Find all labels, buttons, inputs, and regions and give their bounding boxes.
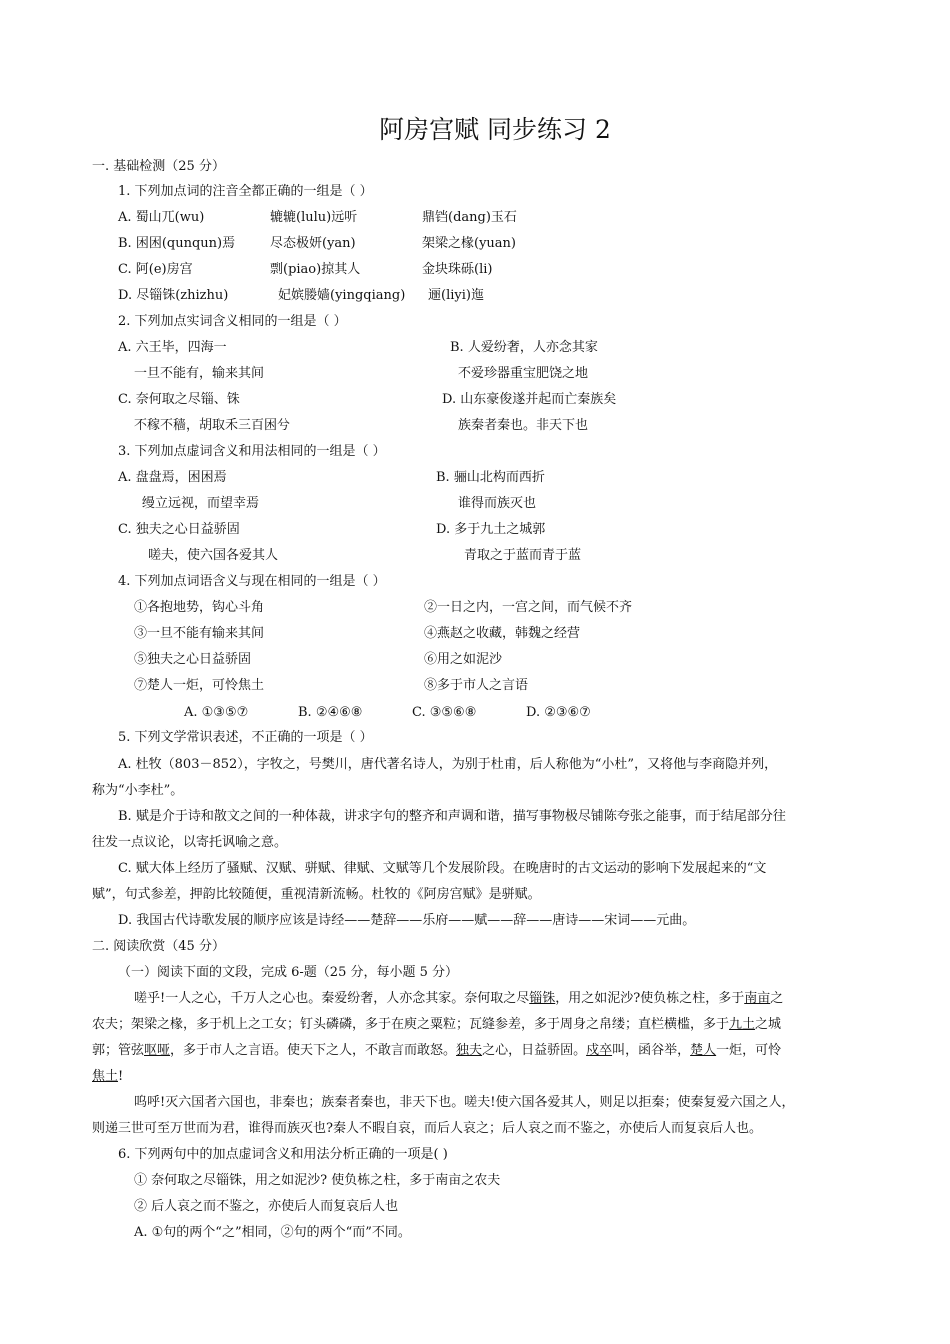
- q3-option-b-2: 谁得而族灭也: [458, 496, 537, 511]
- q1-option-c-1: C. 阿(e)房宫: [118, 262, 193, 277]
- q4-item-7: ⑦楚人一炬，可怜焦土: [134, 678, 265, 693]
- passage-line: 焦土!: [92, 1069, 124, 1084]
- underlined-term: 南亩: [744, 991, 771, 1006]
- q2-option-b-1: B. 人爱纷奢，人亦念其家: [450, 340, 598, 355]
- q6-sentence-2: ② 后人哀之而不鉴之，亦使后人而复哀后人也: [134, 1199, 399, 1214]
- q3-option-c-1: C. 独夫之心日益骄固: [118, 522, 240, 537]
- q6-stem: 6. 下列两句中的加点虚词含义和用法分析正确的一项是( ): [118, 1147, 448, 1162]
- q4-item-5: ⑤独夫之心日益骄固: [134, 652, 252, 667]
- passage-line: 嗟乎!一人之心，千万人之心也。秦爱纷奢，人亦念其家。奈何取之尽锱铢，用之如泥沙?使负栋之柱，多于南亩之: [134, 991, 784, 1006]
- underlined-term: 独夫: [456, 1043, 483, 1058]
- q3-option-d-2: 青取之于蓝而青于蓝: [464, 548, 582, 563]
- q2-option-a-2: 一旦不能有，输来其间: [134, 366, 265, 381]
- q6-option-a: A. ①句的两个“之”相同，②句的两个“而”不同。: [134, 1225, 411, 1240]
- q5-option-b-2: 往发一点议论，以寄托讽喻之意。: [92, 835, 288, 850]
- q3-stem: 3. 下列加点虚词含义和用法相同的一组是（ ）: [118, 444, 386, 459]
- q4-option-c: C. ③⑤⑥⑧: [412, 705, 477, 720]
- q5-option-a-1: A. 杜牧（803－852），字牧之，号樊川，唐代著名诗人，为别于杜甫，后人称他为“小杜”，又将他与李商隐并列，: [118, 757, 778, 772]
- q2-stem-text: 2. 下列加点实词含义相同的一组是（ ）: [118, 314, 347, 329]
- q2-option-a-1: A. 六王毕，四海一: [118, 340, 227, 355]
- underlined-term: 九土: [729, 1017, 756, 1032]
- q5-option-c-2: 赋”，句式参差，押韵比较随便，重视清新流畅。杜牧的《阿房宫赋》是骈赋。: [92, 887, 541, 902]
- underlined-term: 锱铢: [529, 991, 556, 1006]
- underlined-term: 楚人: [690, 1043, 717, 1058]
- q1-option-b-2: 尽态极妍(yan): [270, 236, 356, 251]
- q3-option-a-1: A. 盘盘焉，困困焉: [118, 470, 227, 485]
- underlined-term: 呕哑: [144, 1043, 171, 1058]
- q4-item-3: ③一旦不能有输来其间: [134, 626, 265, 641]
- q2-option-d-2: 族秦者秦也。非天下也: [458, 418, 589, 433]
- q1-option-c-2: 剽(piao)掠其人: [270, 262, 361, 277]
- underlined-term: 戍卒: [586, 1043, 613, 1058]
- q4-option-b: B. ②④⑥⑧: [298, 705, 363, 720]
- q1-option-a-3: 鼎铛(dang)玉石: [422, 210, 517, 225]
- q3-option-d-1: D. 多于九土之城郭: [436, 522, 546, 537]
- q4-item-1: ①各抱地势，钩心斗角: [134, 600, 265, 615]
- q4-option-d: D. ②③⑥⑦: [526, 705, 591, 720]
- q3-option-b-1: B. 骊山北构而西折: [436, 470, 545, 485]
- q1-option-c-3: 金块珠砾(li): [422, 262, 493, 277]
- q1-stem: 1. 下列加点词的注音全都正确的一组是（ ）: [118, 184, 373, 199]
- q3-option-c-2: 嗟夫，使六国各爱其人: [148, 548, 279, 563]
- q1-option-d-2: 妃嫔媵嫱(yingqiang): [278, 288, 406, 303]
- q3-option-a-2: 缦立远视，而望幸焉: [142, 496, 260, 511]
- underlined-term: 焦土: [92, 1069, 119, 1084]
- q5-option-b-1: B. 赋是介于诗和散文之间的一种体裁，讲求字句的整齐和声调和谐，描写事物极尽铺陈夸张之能事，而于结尾部分往: [118, 809, 786, 824]
- q4-option-a: A. ①③⑤⑦: [184, 705, 249, 720]
- q1-option-d-3: 逦(liyi)迤: [428, 288, 484, 303]
- q1-option-a-1: A. 蜀山兀(wu): [118, 210, 205, 225]
- q2-option-c-2: 不稼不穑，胡取禾三百困兮: [134, 418, 291, 433]
- q1-option-b-1: B. 困困(qunqun)焉: [118, 236, 236, 251]
- q5-option-a-2: 称为“小李杜”。: [92, 783, 184, 798]
- passage-line: 呜呼!灭六国者六国也，非秦也；族秦者秦也，非天下也。嗟夫!使六国各爱其人，则足以拒秦；使秦复爱六国之人，: [134, 1095, 795, 1110]
- q5-option-c-1: C. 赋大体上经历了骚赋、汉赋、骈赋、律赋、文赋等几个发展阶段。在晚唐时的古文运动的影响下发展起来的“文: [118, 861, 767, 876]
- q2-option-d-1: D. 山东豪俊遂并起而亡秦族矣: [442, 392, 617, 407]
- q4-stem: 4. 下列加点词语含义与现在相同的一组是（ ）: [118, 574, 386, 589]
- reading-instructions: （一）阅读下面的文段，完成 6-题（25 分，每小题 5 分）: [118, 965, 459, 980]
- q4-item-4: ④燕赵之收藏，韩魏之经营: [424, 626, 581, 641]
- q1-option-d-1: D. 尽锱铢(zhizhu): [118, 288, 229, 303]
- section-1-heading: 一. 基础检测（25 分）: [92, 159, 225, 174]
- section-2-heading: 二. 阅读欣赏（45 分）: [92, 939, 225, 954]
- q5-option-d: D. 我国古代诗歌发展的顺序应该是诗经——楚辞——乐府——赋——辞——唐诗——宋词——元曲。: [118, 913, 696, 928]
- q2-option-b-2: 不爱珍器重宝肥饶之地: [458, 366, 589, 381]
- passage-line: 郭；管弦呕哑，多于市人之言语。使天下之人，不敢言而敢怒。独夫之心，日益骄固。戍卒叫，函谷举，楚人一炬，可怜: [92, 1043, 782, 1058]
- page-title: 阿房宫赋 同步练习 2: [379, 115, 611, 144]
- q6-sentence-1: ① 奈何取之尽锱铢，用之如泥沙? 使负栋之柱，多于南亩之农夫: [134, 1173, 501, 1188]
- passage-line: 农夫；架梁之椽，多于机上之工女；钉头磷磷，多于在庾之粟粒；瓦缝参差，多于周身之帛缕；直栏横槛，多于九土之城: [92, 1017, 782, 1032]
- q4-item-6: ⑥用之如泥沙: [424, 652, 503, 667]
- q5-stem: 5. 下列文学常识表述，不正确的一项是（ ）: [118, 730, 373, 745]
- q1-option-a-2: 辘辘(lulu)远听: [270, 210, 358, 225]
- q4-item-8: ⑧多于市人之言语: [424, 678, 529, 693]
- q2-option-c-1: C. 奈何取之尽锱、铢: [118, 392, 240, 407]
- q1-option-b-3: 架梁之椽(yuan): [422, 236, 516, 251]
- passage-line: 则递三世可至万世而为君，谁得而族灭也?秦人不暇自哀，而后人哀之；后人哀之而不鉴之，亦使后人而复哀后人也。: [92, 1121, 762, 1136]
- q4-item-2: ②一日之内，一宫之间，而气候不齐: [424, 600, 633, 615]
